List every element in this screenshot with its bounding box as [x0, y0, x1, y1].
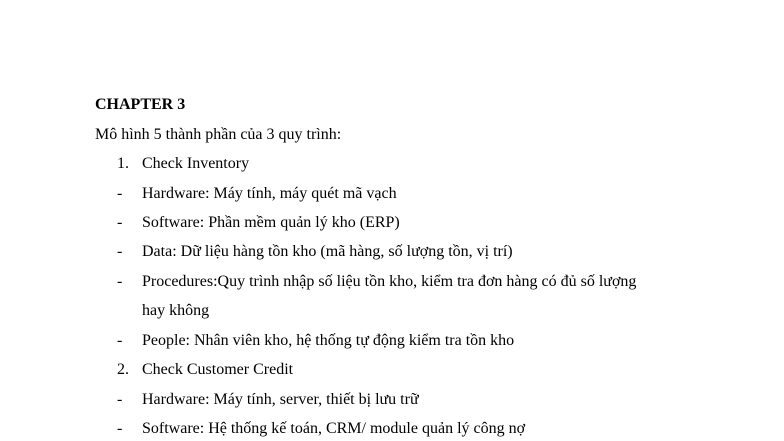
bullet-marker: -	[117, 214, 123, 231]
section-title: Check Inventory	[142, 155, 250, 172]
list-item-text: Hardware: Máy tính, máy quét mã vạch	[142, 185, 397, 202]
list-item-text: Software: Hệ thống kế toán, CRM/ module quản lý công nợ	[142, 420, 526, 437]
bullet-marker: -	[117, 243, 123, 260]
list-item-text: Software: Phần mềm quản lý kho (ERP)	[142, 214, 400, 231]
bullet-marker: -	[117, 332, 123, 349]
bullet-marker: -	[117, 420, 123, 437]
list-item-text: Hardware: Máy tính, server, thiết bị lưu trữ	[142, 391, 419, 408]
intro-paragraph: Mô hình 5 thành phần của 3 quy trình:	[95, 126, 342, 143]
bullet-marker: -	[117, 185, 123, 202]
section-number: 2.	[117, 361, 129, 378]
section-title: Check Customer Credit	[142, 361, 294, 378]
section-number: 1.	[117, 155, 129, 172]
list-item-text: Data: Dữ liệu hàng tồn kho (mã hàng, số lượng tồn, vị trí)	[142, 243, 513, 260]
bullet-marker: -	[117, 273, 123, 290]
chapter-title: CHAPTER 3	[95, 96, 186, 113]
list-item-text-continued: hay không	[142, 302, 210, 319]
list-item-text: People: Nhân viên kho, hệ thống tự động kiểm tra tồn kho	[142, 332, 515, 349]
bullet-marker: -	[117, 391, 123, 408]
list-item-text: Procedures:Quy trình nhập số liệu tồn kho, kiểm tra đơn hàng có đủ số lượng	[142, 273, 637, 290]
